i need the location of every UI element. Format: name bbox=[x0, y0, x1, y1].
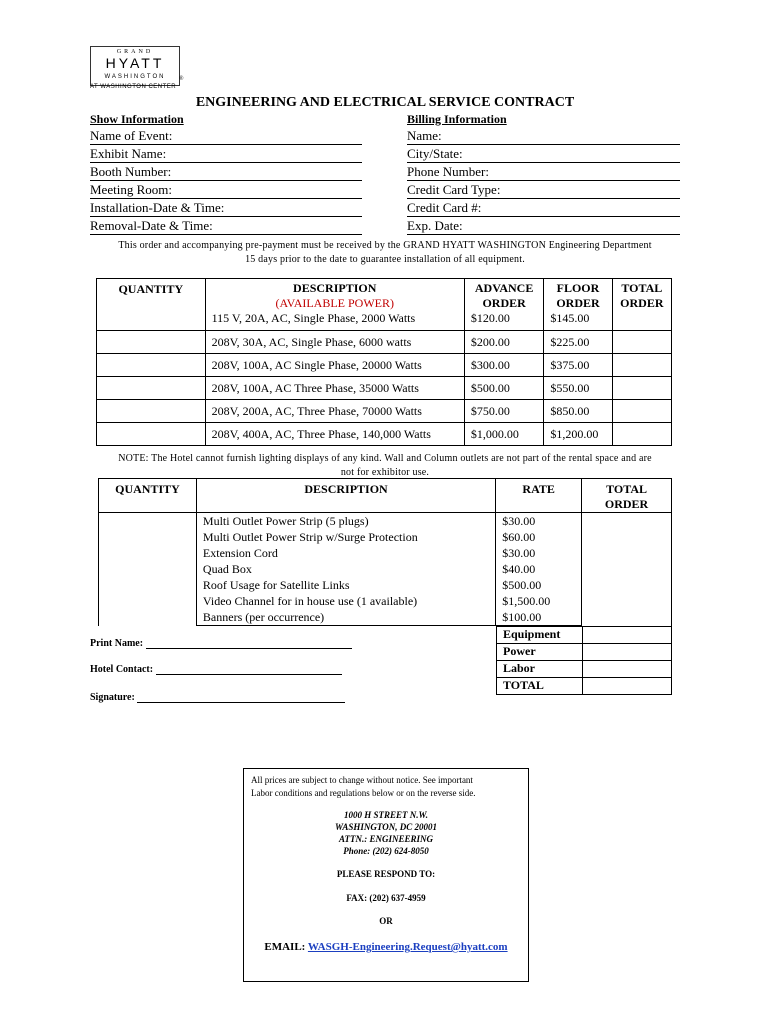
field-booth-number[interactable]: Booth Number: bbox=[90, 163, 362, 181]
power-row-floor: $850.00 bbox=[544, 400, 612, 423]
power-row-desc: 208V, 30A, AC, Single Phase, 6000 watts bbox=[205, 331, 464, 354]
hotel-address bbox=[244, 809, 528, 857]
summary-table bbox=[496, 626, 672, 695]
quantity-cell[interactable] bbox=[97, 400, 206, 423]
equipment-quantity-cell[interactable] bbox=[99, 513, 197, 626]
power-row-advance: $1,000.00 bbox=[464, 423, 543, 446]
field-city-state[interactable]: City/State: bbox=[407, 145, 680, 163]
available-power-label: (AVAILABLE POWER) bbox=[275, 296, 395, 310]
equipment-desc-cell bbox=[196, 513, 495, 626]
equipment-table bbox=[98, 478, 672, 626]
field-name-of-event[interactable]: Name of Event: bbox=[90, 127, 362, 145]
summary-equipment-value[interactable] bbox=[582, 627, 671, 644]
equipment-header-rate: RATE bbox=[496, 479, 582, 513]
disclaimer-line-1: All prices are subject to change without notice. See important bbox=[251, 775, 473, 785]
notice-line-2: 15 days prior to the date to guarantee installation of all equipment. bbox=[245, 254, 525, 265]
note-line-1: NOTE: The Hotel cannot furnish lighting displays of any kind. Wall and Column outlets are not part of the rental space and are bbox=[118, 453, 652, 464]
power-row-desc: 115 V, 20A, AC, Single Phase, 2000 Watts bbox=[211, 311, 416, 325]
column-header-advance bbox=[464, 279, 543, 331]
table-row bbox=[97, 354, 672, 377]
power-row-floor: $225.00 bbox=[544, 331, 612, 354]
power-row-advance: $300.00 bbox=[464, 354, 543, 377]
power-row-floor: $375.00 bbox=[544, 354, 612, 377]
equipment-rate: $100.00 bbox=[502, 610, 542, 624]
prepayment-notice bbox=[80, 239, 690, 267]
quantity-cell[interactable] bbox=[97, 423, 206, 446]
equipment-rate: $500.00 bbox=[502, 578, 542, 592]
table-row bbox=[97, 377, 672, 400]
field-phone-number[interactable]: Phone Number: bbox=[407, 163, 680, 181]
hotel-contact-row bbox=[90, 664, 342, 675]
field-credit-card-type[interactable]: Credit Card Type: bbox=[407, 181, 680, 199]
quantity-cell[interactable] bbox=[97, 377, 206, 400]
equipment-item: Extension Cord bbox=[202, 546, 278, 560]
equipment-item: Video Channel for in house use (1 available) bbox=[202, 594, 418, 608]
notice-line-1: This order and accompanying pre-payment must be received by the GRAND HYATT WASHINGTON Engineering Department bbox=[118, 240, 652, 251]
table-row bbox=[97, 279, 672, 331]
table-row bbox=[497, 644, 672, 661]
power-row-desc: 208V, 100A, AC Three Phase, 35000 Watts bbox=[205, 377, 464, 400]
equipment-item: Roof Usage for Satellite Links bbox=[202, 578, 350, 592]
column-header-total[interactable] bbox=[612, 279, 671, 331]
fax-number: FAX: (202) 637-4959 bbox=[346, 893, 426, 903]
power-row-desc: 208V, 200A, AC, Three Phase, 70000 Watts bbox=[205, 400, 464, 423]
floor-header-1: FLOOR bbox=[556, 281, 600, 295]
table-row bbox=[97, 400, 672, 423]
contact-box bbox=[243, 768, 529, 982]
signature-label: Signature: bbox=[90, 692, 135, 703]
summary-total-value[interactable] bbox=[582, 678, 671, 695]
equipment-rate-cell bbox=[496, 513, 582, 626]
equipment-rate: $1,500.00 bbox=[502, 594, 551, 608]
power-row-floor: $1,200.00 bbox=[544, 423, 612, 446]
field-credit-card-number[interactable]: Credit Card #: bbox=[407, 199, 680, 217]
show-info-heading: Show Information bbox=[90, 112, 184, 126]
print-name-label: Print Name: bbox=[90, 638, 144, 649]
print-name-line[interactable] bbox=[146, 648, 352, 649]
equipment-item: Multi Outlet Power Strip (5 plugs) bbox=[202, 514, 369, 528]
equipment-rate: $30.00 bbox=[502, 546, 536, 560]
column-header-quantity: QUANTITY bbox=[97, 279, 206, 331]
description-header: DESCRIPTION bbox=[293, 281, 377, 295]
address-line-3: ATTN.: ENGINEERING bbox=[338, 834, 433, 844]
summary-total-label: TOTAL bbox=[497, 678, 583, 695]
signature-line[interactable] bbox=[137, 702, 345, 703]
total-cell[interactable] bbox=[612, 400, 671, 423]
power-row-floor: $145.00 bbox=[550, 311, 590, 325]
table-row bbox=[497, 661, 672, 678]
summary-power-label: Power bbox=[497, 644, 583, 661]
field-meeting-room[interactable]: Meeting Room: bbox=[90, 181, 362, 199]
field-removal-date[interactable]: Removal-Date & Time: bbox=[90, 217, 362, 235]
column-header-description bbox=[205, 279, 464, 331]
equipment-total-cell[interactable] bbox=[582, 513, 672, 626]
logo-washington: WASHINGTON bbox=[104, 74, 166, 80]
registered-mark: ® bbox=[179, 76, 184, 82]
summary-labor-label: Labor bbox=[497, 661, 583, 678]
email-row bbox=[244, 941, 528, 953]
address-phone: Phone: (202) 624-8050 bbox=[343, 846, 429, 856]
field-billing-name[interactable]: Name: bbox=[407, 127, 680, 145]
equipment-item: Multi Outlet Power Strip w/Surge Protection bbox=[202, 530, 418, 544]
hotel-contact-label: Hotel Contact: bbox=[90, 664, 154, 675]
billing-info-heading: Billing Information bbox=[407, 112, 507, 126]
table-row bbox=[99, 513, 672, 626]
total-header-1: TOTAL bbox=[621, 281, 663, 295]
floor-header-2: ORDER bbox=[556, 296, 600, 310]
document-title: ENGINEERING AND ELECTRICAL SERVICE CONTRACT bbox=[195, 95, 575, 110]
address-line-1: 1000 H STREET N.W. bbox=[343, 810, 429, 820]
hyatt-logo bbox=[90, 46, 180, 86]
power-row-advance: $200.00 bbox=[464, 331, 543, 354]
equipment-item: Banners (per occurrence) bbox=[202, 610, 325, 624]
quantity-cell[interactable] bbox=[97, 331, 206, 354]
equipment-rate: $40.00 bbox=[502, 562, 536, 576]
total-cell[interactable] bbox=[612, 377, 671, 400]
hotel-contact-line[interactable] bbox=[156, 674, 342, 675]
email-link[interactable]: WASGH-Engineering.Request@hyatt.com bbox=[307, 941, 508, 953]
or-label: OR bbox=[379, 916, 393, 926]
logo-subtitle: AT WASHINGTON CENTER bbox=[90, 84, 177, 90]
total-cell[interactable] bbox=[612, 354, 671, 377]
price-disclaimer bbox=[251, 774, 523, 800]
total-cell[interactable] bbox=[612, 331, 671, 354]
power-table bbox=[96, 278, 672, 446]
disclaimer-line-2: Labor conditions and regulations below or on the reverse side. bbox=[251, 788, 476, 798]
billing-info-fields bbox=[407, 127, 680, 235]
table-row bbox=[497, 627, 672, 644]
note-line-2: not for exhibitor use. bbox=[340, 467, 430, 478]
email-label: EMAIL: bbox=[264, 941, 306, 953]
advance-header-2: ORDER bbox=[482, 296, 526, 310]
logo-hyatt: HYATT bbox=[105, 55, 165, 71]
total-header-2: ORDER bbox=[620, 296, 664, 310]
equipment-item: Quad Box bbox=[202, 562, 252, 576]
summary-labor-value[interactable] bbox=[582, 661, 671, 678]
total-cell[interactable] bbox=[612, 423, 671, 446]
field-installation-date[interactable]: Installation-Date & Time: bbox=[90, 199, 362, 217]
field-exhibit-name[interactable]: Exhibit Name: bbox=[90, 145, 362, 163]
signature-row bbox=[90, 692, 345, 703]
print-name-row bbox=[90, 638, 352, 649]
power-row-floor: $550.00 bbox=[544, 377, 612, 400]
table-row bbox=[97, 423, 672, 446]
summary-equipment-label: Equipment bbox=[497, 627, 583, 644]
table-row bbox=[97, 331, 672, 354]
equipment-header-total bbox=[582, 479, 672, 513]
equipment-total-header-1: TOTAL bbox=[606, 482, 647, 496]
equipment-total-header-2: ORDER bbox=[604, 497, 649, 511]
summary-power-value[interactable] bbox=[582, 644, 671, 661]
equipment-rate: $60.00 bbox=[502, 530, 536, 544]
power-row-desc: 208V, 100A, AC Single Phase, 20000 Watts bbox=[205, 354, 464, 377]
logo-grand: GRAND bbox=[116, 49, 154, 55]
column-header-floor bbox=[544, 279, 612, 331]
equipment-rate: $30.00 bbox=[502, 514, 536, 528]
power-row-advance: $500.00 bbox=[464, 377, 543, 400]
quantity-cell[interactable] bbox=[97, 354, 206, 377]
power-row-advance: $750.00 bbox=[464, 400, 543, 423]
table-row bbox=[99, 479, 672, 513]
field-exp-date[interactable]: Exp. Date: bbox=[407, 217, 680, 235]
power-row-desc: 208V, 400A, AC, Three Phase, 140,000 Watts bbox=[205, 423, 464, 446]
table-row bbox=[497, 678, 672, 695]
please-respond: PLEASE RESPOND TO: bbox=[336, 869, 436, 879]
equipment-header-description: DESCRIPTION bbox=[196, 479, 495, 513]
equipment-header-quantity: QUANTITY bbox=[99, 479, 197, 513]
power-row-advance: $120.00 bbox=[470, 311, 510, 325]
address-line-2: WASHINGTON, DC 20001 bbox=[335, 822, 437, 832]
advance-header-1: ADVANCE bbox=[474, 281, 534, 295]
lighting-note bbox=[88, 452, 682, 480]
show-info-fields bbox=[90, 127, 362, 235]
